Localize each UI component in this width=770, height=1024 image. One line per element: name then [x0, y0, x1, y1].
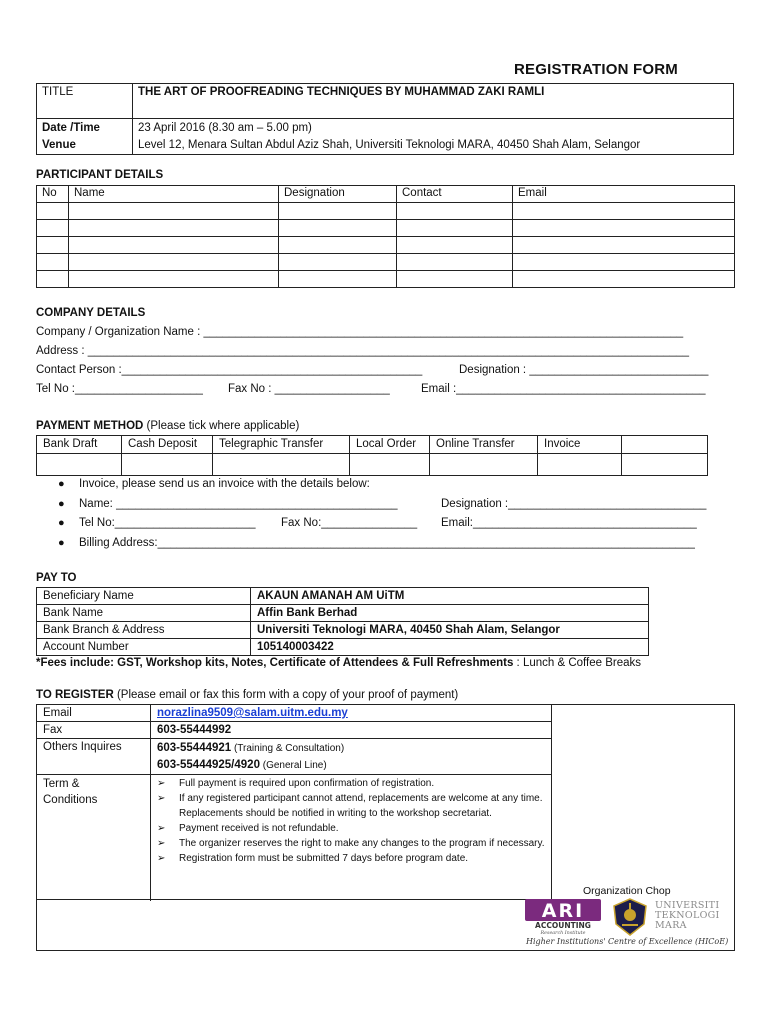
method-local-order: Local Order — [350, 436, 430, 454]
event-header-table — [36, 83, 734, 155]
terms-list — [157, 776, 545, 866]
arrow-bullet-icon: ➢ — [157, 853, 166, 864]
method-telegraphic-transfer: Telegraphic Transfer — [213, 436, 350, 454]
col-name: Name — [69, 186, 279, 203]
table-row — [37, 775, 552, 901]
company-email-field[interactable]: Email :_______________________________________ — [421, 383, 706, 395]
payto-heading: PAY TO — [36, 572, 77, 584]
tick-cash-deposit[interactable] — [122, 454, 213, 476]
invoice-email-field[interactable]: Email:___________________________________ — [441, 517, 697, 529]
invoice-name-field[interactable]: Name: ____________________________________________ — [79, 497, 398, 510]
email-label: Email — [37, 705, 151, 722]
bank-branch-label: Bank Branch & Address — [37, 622, 251, 639]
invoice-tel-field[interactable]: Tel No:______________________ — [79, 517, 256, 529]
venue-value: Level 12, Menara Sultan Abdul Aziz Shah, Universiti Teknologi MARA, 40450 Shah Alam, Selangor — [133, 137, 734, 155]
payment-heading: PAYMENT METHOD — [36, 420, 144, 432]
tick-invoice[interactable] — [538, 454, 622, 476]
email-link[interactable]: norazlina9509@salam.uitm.edu.my — [157, 707, 348, 719]
table-row — [37, 722, 552, 739]
invoice-designation-field[interactable]: Designation :_______________________________ — [441, 497, 707, 510]
col-email: Email — [513, 186, 735, 203]
register-table — [36, 704, 552, 901]
participant-table[interactable] — [36, 185, 735, 288]
company-heading: COMPANY DETAILS — [36, 307, 146, 319]
company-name-field[interactable]: Company / Organization Name : ___________________________________________________________________________ — [36, 326, 684, 338]
invoice-details-list — [55, 475, 745, 553]
fax-label: Fax — [37, 722, 151, 739]
fees-note: *Fees include: GST, Workshop kits, Notes, Certificate of Attendees & Full Refreshments : Lunch & Coffee Breaks — [36, 657, 641, 669]
arrow-bullet-icon: ➢ — [157, 793, 166, 804]
col-contact: Contact — [397, 186, 513, 203]
address-field[interactable]: Address : ______________________________________________________________________________________________ — [36, 345, 689, 357]
payment-heading-note: (Please tick where applicable) — [143, 420, 300, 432]
bank-branch-value: Universiti Teknologi MARA, 40450 Shah Alam, Selangor — [251, 622, 649, 639]
register-heading: TO REGISTER — [36, 689, 114, 701]
list-item: ➢ Payment received is not refundable. — [157, 823, 339, 834]
table-row — [37, 622, 649, 639]
bullet-icon: ● — [58, 517, 65, 529]
chop-divider — [551, 704, 552, 900]
bullet-icon: ● — [58, 478, 65, 490]
table-row — [37, 705, 552, 722]
venue-label: Venue — [37, 137, 133, 155]
list-item: ➢ If any registered participant cannot attend, replacements are welcome at any time. Replacements should be notified in writing to the workshop secretariat. — [157, 793, 543, 819]
arrow-bullet-icon: ➢ — [157, 778, 166, 789]
payto-table — [36, 587, 649, 656]
tick-bank-draft[interactable] — [37, 454, 122, 476]
register-heading-wrap — [36, 689, 458, 701]
list-item: ➢ Full payment is required upon confirmation of registration. — [157, 778, 435, 789]
hicoe-caption: Higher Institutions' Centre of Excellence (HICoE) — [526, 937, 729, 946]
venue-row — [37, 137, 734, 155]
contact-person-field[interactable]: Contact Person :_______________________________________________ — [36, 364, 423, 376]
fax-value: 603-55444992 — [151, 722, 552, 739]
inquire-general-number: 603-55444925/4920 — [157, 759, 260, 771]
bank-name-value: Affin Bank Berhad — [251, 605, 649, 622]
payment-method-table[interactable] — [36, 435, 708, 476]
svg-text:ACCOUNTING: ACCOUNTING — [535, 921, 591, 930]
date-row — [37, 119, 734, 138]
title-value: THE ART OF PROOFREADING TECHNIQUES BY MUHAMMAD ZAKI RAMLI — [133, 84, 734, 119]
date-label: Date /Time — [37, 119, 133, 138]
list-item: ● Invoice, please send us an invoice with the details below: — [55, 475, 745, 495]
list-item: ➢ Registration form must be submitted 7 days before program date. — [157, 853, 469, 864]
table-row[interactable] — [37, 203, 735, 220]
arrow-bullet-icon: ➢ — [157, 823, 166, 834]
col-no: No — [37, 186, 69, 203]
payment-tick-row[interactable] — [37, 454, 708, 476]
svg-text:Research Institute: Research Institute — [540, 931, 586, 935]
method-online-transfer: Online Transfer — [430, 436, 538, 454]
register-bottom-divider — [36, 899, 553, 900]
payment-heading-wrap — [36, 420, 299, 432]
table-row — [37, 605, 649, 622]
list-item: ➢ The organizer reserves the right to make any changes to the program if necessary. — [157, 838, 545, 849]
participant-header-row — [37, 186, 735, 203]
bullet-icon: ● — [58, 497, 65, 510]
table-row: Others Inquires 603-55444921 (Training & Consultation) 603-55444925/4920 (General Line) — [37, 739, 552, 775]
table-row — [37, 639, 649, 656]
terms-label-1: Term & — [43, 778, 80, 790]
table-row — [37, 588, 649, 605]
organization-chop-label: Organization Chop — [583, 885, 671, 897]
table-row[interactable] — [37, 254, 735, 271]
uitm-crest-icon — [612, 898, 648, 936]
company-tel-field[interactable]: Tel No :____________________ — [36, 383, 203, 395]
list-item[interactable] — [55, 514, 745, 534]
form-title: REGISTRATION FORM — [514, 61, 678, 78]
date-value: 23 April 2016 (8.30 am – 5.00 pm) — [133, 119, 734, 138]
account-number-label: Account Number — [37, 639, 251, 656]
arrow-bullet-icon: ➢ — [157, 838, 166, 849]
tick-local-order[interactable] — [350, 454, 430, 476]
beneficiary-value: AKAUN AMANAH AM UiTM — [251, 588, 649, 605]
tick-telegraphic-transfer[interactable] — [213, 454, 350, 476]
account-number-value: 105140003422 — [251, 639, 649, 656]
bullet-icon: ● — [58, 536, 65, 549]
invoice-fax-field[interactable]: Fax No:_______________ — [281, 517, 418, 529]
participant-heading: PARTICIPANT DETAILS — [36, 169, 164, 181]
title-label: TITLE — [37, 84, 133, 119]
billing-address-field[interactable]: Billing Address:____________________________________________________________________________________ — [79, 536, 695, 549]
table-row[interactable] — [37, 237, 735, 254]
list-item[interactable] — [55, 495, 745, 515]
table-row[interactable] — [37, 271, 735, 288]
list-item[interactable] — [55, 534, 745, 554]
method-bank-draft: Bank Draft — [37, 436, 122, 454]
ari-logo — [525, 899, 601, 935]
col-designation: Designation — [279, 186, 397, 203]
ari-logo-text: ARI — [541, 900, 585, 922]
bank-name-label: Bank Name — [37, 605, 251, 622]
beneficiary-label: Beneficiary Name — [37, 588, 251, 605]
uitm-wordmark: UNIVERSITI TEKNOLOGI MARA — [655, 900, 720, 931]
terms-label-2: Conditions — [43, 794, 98, 806]
inquire-training-number: 603-55444921 — [157, 742, 232, 754]
company-designation-field[interactable]: Designation : ____________________________ — [459, 364, 709, 376]
company-fax-field[interactable]: Fax No : __________________ — [228, 383, 390, 395]
tick-online-transfer[interactable] — [430, 454, 538, 476]
title-row — [37, 84, 734, 119]
inquires-label: Others Inquires — [37, 739, 151, 775]
method-invoice: Invoice — [538, 436, 622, 454]
method-cash-deposit: Cash Deposit — [122, 436, 213, 454]
payment-labels-row — [37, 436, 708, 454]
register-heading-note: (Please email or fax this form with a copy of your proof of payment) — [113, 689, 459, 701]
table-row[interactable] — [37, 220, 735, 237]
